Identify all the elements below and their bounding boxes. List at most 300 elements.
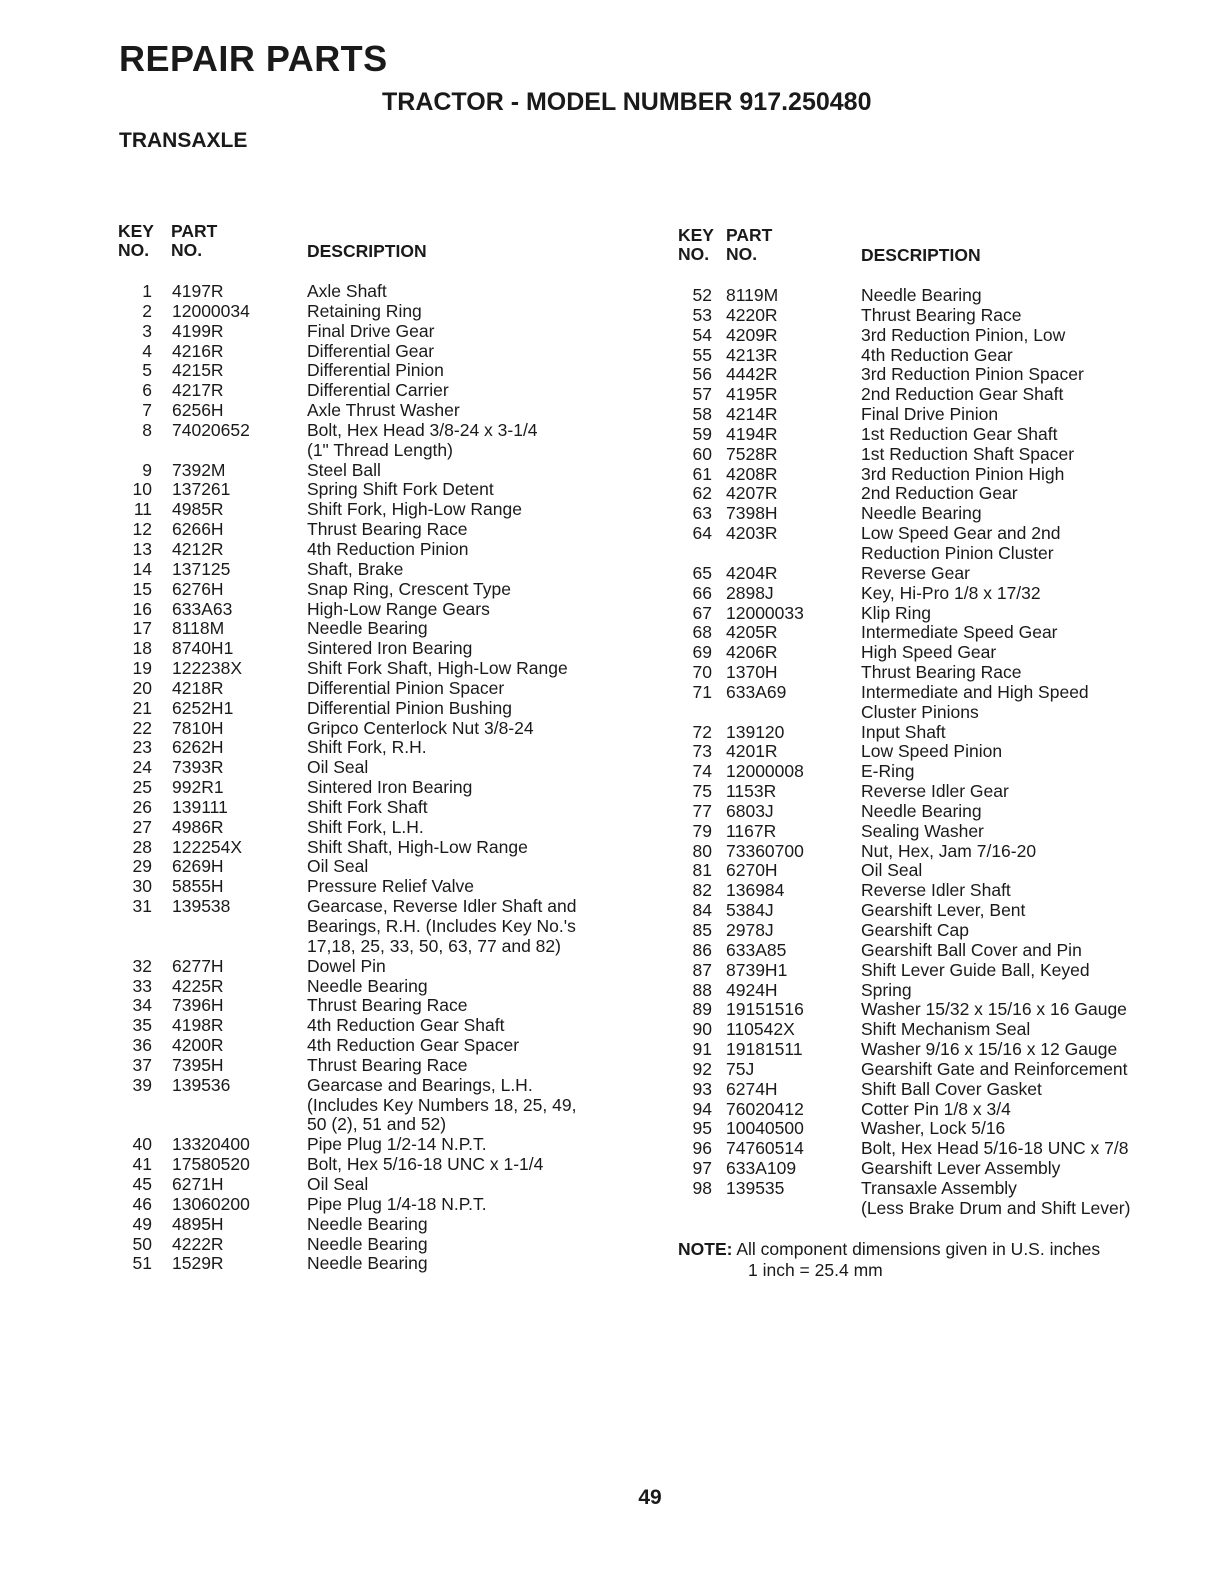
key-number: 84	[692, 900, 712, 921]
description-line: Gearcase, Reverse Idler Shaft and	[307, 896, 577, 917]
key-number: 50	[132, 1233, 152, 1254]
description-line: Reverse Idler Gear	[861, 781, 1009, 802]
parts-row	[116, 778, 676, 798]
description-line: Klip Ring	[861, 602, 932, 623]
parts-row	[676, 663, 1216, 683]
part-description	[861, 1020, 1216, 1040]
description-line: Gearshift Ball Cover and Pin	[861, 939, 1082, 960]
part-description	[307, 738, 676, 758]
parts-row	[676, 921, 1216, 941]
part-description	[307, 1036, 676, 1056]
key-number: 10	[132, 479, 152, 500]
part-description	[307, 1195, 676, 1215]
part-number: 17580520	[172, 1154, 250, 1175]
part-description	[307, 818, 676, 838]
part-description	[861, 762, 1216, 782]
key-number: 9	[142, 459, 152, 480]
part-description	[861, 742, 1216, 762]
part-number: 4924H	[726, 979, 778, 1000]
description-line: Needle Bearing	[307, 975, 428, 996]
description-line: Input Shaft	[861, 721, 946, 742]
parts-row	[116, 719, 676, 739]
part-number: 6252H1	[172, 697, 234, 718]
description-line: Gearshift Gate and Reinforcement	[861, 1058, 1128, 1079]
key-number: 69	[692, 642, 712, 663]
description-line: High Speed Gear	[861, 642, 997, 663]
parts-row	[676, 723, 1216, 743]
model-number-heading: TRACTOR - MODEL NUMBER 917.250480	[382, 88, 872, 116]
part-description	[307, 520, 676, 540]
part-number: 7398H	[726, 503, 778, 524]
part-number: 4205R	[726, 622, 778, 643]
parts-row	[676, 1119, 1216, 1139]
note-label: NOTE:	[678, 1239, 733, 1259]
key-number: 80	[692, 840, 712, 861]
key-number: 98	[692, 1177, 712, 1198]
part-number: 4216R	[172, 340, 224, 361]
description-line: Differential Pinion Bushing	[307, 697, 512, 718]
description-line: Thrust Bearing Race	[307, 1054, 468, 1075]
description-line: Bolt, Hex Head 5/16-18 UNC x 7/8	[861, 1138, 1129, 1159]
parts-row	[116, 758, 676, 778]
part-description	[307, 1135, 676, 1155]
key-number: 49	[132, 1213, 152, 1234]
part-description	[307, 619, 676, 639]
part-number: 4201R	[726, 741, 778, 762]
key-number: 6	[142, 380, 152, 401]
description-line: Dowel Pin	[307, 955, 386, 976]
part-description	[861, 365, 1216, 385]
part-number: 8739H1	[726, 959, 788, 980]
part-description	[861, 306, 1216, 326]
parts-row	[116, 580, 676, 600]
part-description	[307, 342, 676, 362]
parts-row	[116, 401, 676, 421]
part-number: 2898J	[726, 582, 774, 603]
description-line: (Includes Key Numbers 18, 25, 49,	[307, 1094, 577, 1115]
key-number: 7	[142, 400, 152, 421]
part-number: 4442R	[726, 364, 778, 385]
description-header: DESCRIPTION	[861, 245, 981, 265]
key-number: 45	[132, 1173, 152, 1194]
description-line: Cluster Pinions	[861, 701, 979, 722]
key-number: 93	[692, 1078, 712, 1099]
description-line: Differential Pinion Spacer	[307, 677, 505, 698]
description-line: Thrust Bearing Race	[307, 995, 468, 1016]
part-description	[861, 941, 1216, 961]
page-number: 49	[638, 1486, 662, 1509]
part-number: 633A109	[726, 1158, 797, 1179]
key-number: 97	[692, 1158, 712, 1179]
description-line: Needle Bearing	[307, 1253, 428, 1274]
part-number: 7395H	[172, 1054, 224, 1075]
key-number: 82	[692, 880, 712, 901]
description-line: Retaining Ring	[307, 300, 422, 321]
part-number: 139538	[172, 896, 231, 917]
key-number: 24	[132, 757, 152, 778]
part-description	[861, 1080, 1216, 1100]
part-description	[861, 802, 1216, 822]
description-line: Pipe Plug 1/2-14 N.P.T.	[307, 1134, 487, 1155]
part-number: 4220R	[726, 304, 778, 325]
parts-row	[676, 405, 1216, 425]
description-line: Transaxle Assembly	[861, 1177, 1017, 1198]
parts-row	[116, 838, 676, 858]
parts-row	[676, 385, 1216, 405]
description-line: Pressure Relief Valve	[307, 876, 474, 897]
parts-row	[676, 306, 1216, 326]
part-number: 6269H	[172, 856, 224, 877]
key-number: 87	[692, 959, 712, 980]
part-number: 4222R	[172, 1233, 224, 1254]
part-number: 10040500	[726, 1118, 804, 1139]
part-number: 4218R	[172, 677, 224, 698]
part-number: 6270H	[726, 860, 778, 881]
key-number: 23	[132, 737, 152, 758]
parts-row	[116, 560, 676, 580]
parts-row	[116, 540, 676, 560]
part-number: 4207R	[726, 483, 778, 504]
part-number: 13060200	[172, 1193, 250, 1214]
key-number: 64	[692, 523, 712, 544]
description-line: 4th Reduction Gear Spacer	[307, 1035, 520, 1056]
description-line: Thrust Bearing Race	[861, 304, 1022, 325]
description-line: High-Low Range Gears	[307, 598, 490, 619]
part-number: 6271H	[172, 1173, 224, 1194]
part-description	[307, 322, 676, 342]
part-number: 6262H	[172, 737, 224, 758]
parts-row	[116, 461, 676, 481]
page-title: REPAIR PARTS	[119, 38, 388, 79]
parts-row	[116, 500, 676, 520]
key-number: 16	[132, 598, 152, 619]
description-line: Intermediate Speed Gear	[861, 622, 1058, 643]
description-line: Shift Mechanism Seal	[861, 1019, 1031, 1040]
key-number: 3	[142, 320, 152, 341]
parts-row	[676, 465, 1216, 485]
description-line: Shift Fork, L.H.	[307, 816, 424, 837]
description-line: (Less Brake Drum and Shift Lever)	[861, 1197, 1131, 1218]
part-number: 8118M	[172, 618, 225, 639]
part-number: 137125	[172, 558, 231, 579]
parts-row	[676, 1100, 1216, 1120]
part-number: 633A69	[726, 681, 787, 702]
parts-row	[676, 365, 1216, 385]
parts-row	[676, 782, 1216, 802]
part-description	[307, 1016, 676, 1036]
description-line: Oil Seal	[307, 757, 369, 778]
part-number: 6277H	[172, 955, 224, 976]
parts-row	[676, 425, 1216, 445]
parts-row	[116, 877, 676, 897]
part-header: PART	[171, 221, 218, 241]
description-line: Sintered Iron Bearing	[307, 777, 473, 798]
key-header: KEY	[118, 221, 154, 241]
part-description	[307, 461, 676, 481]
key-number: 55	[692, 344, 712, 365]
parts-row	[116, 1235, 676, 1255]
section-heading: TRANSAXLE	[119, 129, 248, 152]
key-number: 33	[132, 975, 152, 996]
parts-row	[116, 1056, 676, 1076]
part-number: 4206R	[726, 642, 778, 663]
description-line: 2nd Reduction Gear Shaft	[861, 384, 1064, 405]
parts-row	[116, 1195, 676, 1215]
parts-row	[116, 322, 676, 342]
key-number: 95	[692, 1118, 712, 1139]
parts-row	[116, 1135, 676, 1155]
description-line: Differential Pinion	[307, 360, 444, 381]
parts-row	[116, 619, 676, 639]
part-description	[861, 1139, 1216, 1159]
part-number: 1370H	[726, 662, 778, 683]
parts-row	[116, 679, 676, 699]
key-number: 56	[692, 364, 712, 385]
part-description	[307, 480, 676, 500]
part-number: 122254X	[172, 836, 243, 857]
description-line: Low Speed Pinion	[861, 741, 1003, 762]
part-number: 7393R	[172, 757, 224, 778]
part-no-header: NO.	[726, 244, 758, 264]
part-number: 139120	[726, 721, 785, 742]
description-line: Reverse Idler Shaft	[861, 880, 1011, 901]
key-number: 67	[692, 602, 712, 623]
part-description	[861, 861, 1216, 881]
part-number: 7392M	[172, 459, 226, 480]
description-line: Shift Fork, High-Low Range	[307, 499, 522, 520]
parts-table-left	[116, 222, 676, 1274]
parts-row	[676, 1000, 1216, 1020]
key-number: 19	[132, 658, 152, 679]
description-line: 4th Reduction Gear	[861, 344, 1013, 365]
part-description	[861, 981, 1216, 1001]
description-line: Low Speed Gear and 2nd	[861, 523, 1061, 544]
part-number: 75J	[726, 1058, 755, 1079]
key-number: 15	[132, 578, 152, 599]
note-conversion: 1 inch = 25.4 mm	[748, 1260, 883, 1280]
key-number: 94	[692, 1098, 712, 1119]
key-number: 63	[692, 503, 712, 524]
part-description	[861, 1060, 1216, 1080]
parts-row	[676, 822, 1216, 842]
description-line: Spring Shift Fork Detent	[307, 479, 494, 500]
part-description	[861, 604, 1216, 624]
description-header: DESCRIPTION	[307, 241, 427, 261]
description-line: Shift Ball Cover Gasket	[861, 1078, 1042, 1099]
part-number: 7396H	[172, 995, 224, 1016]
description-line: Axle Shaft	[307, 281, 387, 301]
part-number: 6276H	[172, 578, 224, 599]
part-description	[307, 361, 676, 381]
parts-row	[116, 282, 676, 302]
part-description	[307, 758, 676, 778]
part-description	[307, 659, 676, 679]
part-header: PART	[726, 225, 773, 245]
note-text: All component dimensions given in U.S. inches	[736, 1239, 1101, 1259]
description-line: Cotter Pin 1/8 x 3/4	[861, 1098, 1011, 1119]
part-description	[861, 643, 1216, 663]
part-number: 76020412	[726, 1098, 804, 1119]
part-number: 136984	[726, 880, 785, 901]
part-description	[307, 996, 676, 1016]
part-number: 122238X	[172, 658, 243, 679]
description-line: Thrust Bearing Race	[861, 662, 1022, 683]
description-line: Oil Seal	[861, 860, 923, 881]
parts-row	[116, 342, 676, 362]
key-number: 14	[132, 558, 152, 579]
part-description	[307, 1155, 676, 1175]
parts-row	[676, 881, 1216, 901]
parts-row	[116, 302, 676, 322]
key-number: 57	[692, 384, 712, 405]
key-number: 29	[132, 856, 152, 877]
part-description	[861, 385, 1216, 405]
part-number: 4986R	[172, 816, 224, 837]
parts-row	[676, 623, 1216, 643]
part-description	[861, 782, 1216, 802]
parts-row	[116, 1215, 676, 1235]
parts-row	[676, 484, 1216, 504]
key-number: 66	[692, 582, 712, 603]
key-number: 59	[692, 423, 712, 444]
key-number: 5	[142, 360, 152, 381]
part-description	[861, 346, 1216, 366]
part-description	[861, 663, 1216, 683]
parts-row	[676, 643, 1216, 663]
part-description	[307, 282, 676, 302]
part-number: 4217R	[172, 380, 224, 401]
part-description	[307, 560, 676, 580]
part-description	[861, 484, 1216, 504]
parts-row	[676, 842, 1216, 862]
part-number: 4203R	[726, 523, 778, 544]
part-description	[861, 1000, 1216, 1020]
part-number: 6256H	[172, 400, 224, 421]
parts-row	[116, 639, 676, 659]
part-number: 7810H	[172, 717, 224, 738]
part-description	[861, 723, 1216, 743]
part-number: 5855H	[172, 876, 224, 897]
key-number: 70	[692, 662, 712, 683]
key-number: 58	[692, 404, 712, 425]
description-line: Bolt, Hex 5/16-18 UNC x 1-1/4	[307, 1154, 544, 1175]
key-number: 26	[132, 796, 152, 817]
part-number: 4198R	[172, 1015, 224, 1036]
part-description	[861, 842, 1216, 862]
parts-row	[676, 326, 1216, 346]
part-number: 6803J	[726, 800, 774, 821]
parts-rows	[676, 286, 1216, 1219]
parts-row	[116, 1076, 676, 1136]
description-line: Key, Hi-Pro 1/8 x 17/32	[861, 582, 1041, 603]
key-number: 36	[132, 1035, 152, 1056]
key-number: 72	[692, 721, 712, 742]
key-number: 22	[132, 717, 152, 738]
parts-row	[676, 1060, 1216, 1080]
parts-row	[116, 600, 676, 620]
part-description	[307, 798, 676, 818]
key-number: 91	[692, 1039, 712, 1060]
part-description	[307, 381, 676, 401]
part-description	[861, 1159, 1216, 1179]
part-description	[307, 778, 676, 798]
description-line: Needle Bearing	[307, 1233, 428, 1254]
part-number: 139536	[172, 1074, 231, 1095]
key-number: 71	[692, 681, 712, 702]
description-line: Gearcase and Bearings, L.H.	[307, 1074, 533, 1095]
part-number: 1529R	[172, 1253, 224, 1274]
description-line: 17,18, 25, 33, 50, 63, 77 and 82)	[307, 935, 561, 956]
part-number: 4204R	[726, 562, 778, 583]
part-number: 139535	[726, 1177, 785, 1198]
part-description	[307, 540, 676, 560]
key-number: 40	[132, 1134, 152, 1155]
key-number: 17	[132, 618, 152, 639]
part-description	[307, 838, 676, 858]
description-line: 1st Reduction Shaft Spacer	[861, 443, 1075, 464]
part-number: 4225R	[172, 975, 224, 996]
part-description	[307, 639, 676, 659]
description-line: 4th Reduction Pinion	[307, 538, 469, 559]
key-number: 18	[132, 638, 152, 659]
parts-row	[116, 381, 676, 401]
part-number: 12000034	[172, 300, 250, 321]
key-number: 54	[692, 324, 712, 345]
key-number: 11	[133, 499, 152, 520]
description-line: Spring	[861, 979, 912, 1000]
parts-row	[676, 981, 1216, 1001]
description-line: 1st Reduction Gear Shaft	[861, 423, 1058, 444]
part-description	[307, 699, 676, 719]
parts-row	[116, 1016, 676, 1036]
part-number: 992R1	[172, 777, 224, 798]
description-line: Differential Carrier	[307, 380, 449, 401]
description-line: Oil Seal	[307, 856, 369, 877]
parts-row	[116, 1254, 676, 1274]
key-number: 35	[132, 1015, 152, 1036]
description-line: Gripco Centerlock Nut 3/8-24	[307, 717, 534, 738]
description-line: 4th Reduction Gear Shaft	[307, 1015, 505, 1036]
parts-row	[116, 659, 676, 679]
part-description	[307, 401, 676, 421]
part-description	[861, 1119, 1216, 1139]
part-number: 8740H1	[172, 638, 234, 659]
key-header: KEY	[678, 225, 714, 245]
description-line: (1" Thread Length)	[307, 439, 453, 460]
description-line: Nut, Hex, Jam 7/16-20	[861, 840, 1037, 861]
part-number: 8119M	[726, 285, 779, 305]
key-number: 12	[132, 519, 152, 540]
parts-row	[676, 584, 1216, 604]
part-description	[861, 286, 1216, 306]
parts-row	[116, 818, 676, 838]
parts-row	[676, 1159, 1216, 1179]
key-number: 20	[132, 677, 152, 698]
parts-row	[116, 857, 676, 877]
description-line: Washer, Lock 5/16	[861, 1118, 1006, 1139]
key-number: 32	[132, 955, 152, 976]
key-number: 31	[132, 896, 152, 917]
description-line: Needle Bearing	[861, 285, 982, 305]
parts-row	[676, 762, 1216, 782]
key-number: 77	[692, 800, 712, 821]
key-number: 39	[132, 1074, 152, 1095]
description-line: Snap Ring, Crescent Type	[307, 578, 511, 599]
part-description	[307, 1175, 676, 1195]
description-line: 3rd Reduction Pinion High	[861, 463, 1065, 484]
parts-row	[116, 1175, 676, 1195]
description-line: Gearshift Lever Assembly	[861, 1158, 1061, 1179]
